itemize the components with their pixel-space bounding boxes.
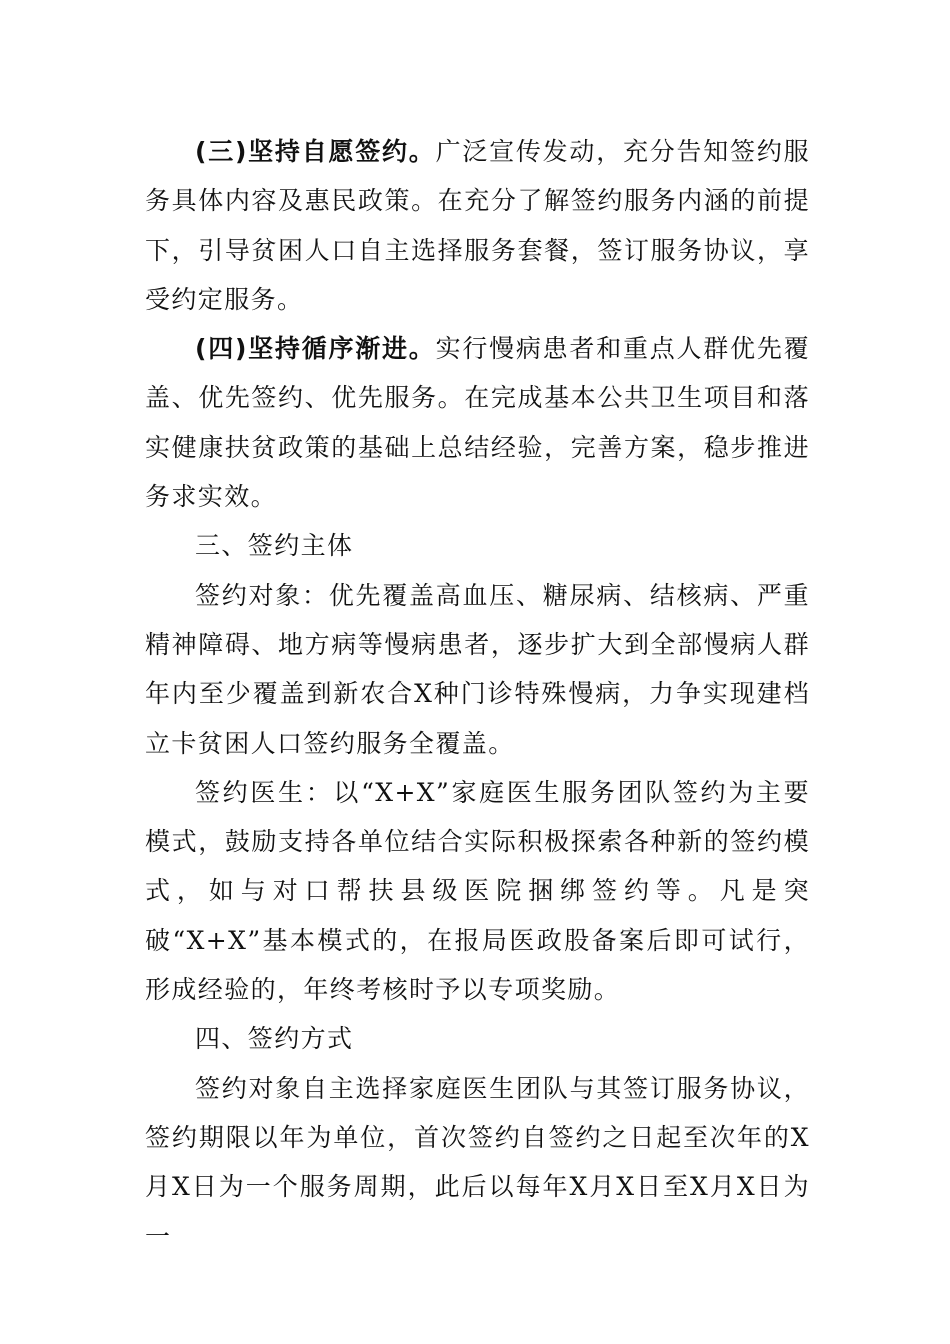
paragraph-text-gradual: 实行慢病患者和重点人群优先覆盖、优先签约、优先服务。在完成基本公共卫生项目和落实健康扶贫政策的基础上总结经验，完善方案，稳步推进务求实效。 <box>145 334 810 512</box>
paragraph-signing-doctors: 签约医生：以“X+X”家庭医生服务团队签约为主要模式，鼓励支持各单位结合实际积极探索各种新的签约模式，如与对口帮扶县级医院捆绑签约等。凡是突破“X+X”基本模式的，在报局医政股备案后即可试行，形成经验的，年终考核时予以专项奖励。 <box>145 777 810 1005</box>
section-heading-signing-method: 四、签约方式 <box>195 1024 354 1054</box>
paragraph-lead-gradual: (四)坚持循序渐进。 <box>195 334 436 364</box>
paragraph-lead-voluntary: (三)坚持自愿签约。 <box>195 137 436 166</box>
paragraph-gradual-progress <box>145 324 810 521</box>
paragraph-voluntary-signing <box>145 127 810 324</box>
section-heading-signing-subject: 三、签约主体 <box>195 531 354 561</box>
paragraph-signing-method: 签约对象自主选择家庭医生团队与其签订服务协议，签约期限以年为单位，首次签约自签约之日起至次年的X月X日为一个服务周期，此后以每年X月X日至X月X日为一 <box>145 1073 810 1251</box>
paragraph-signing-objects: 签约对象：优先覆盖高血压、糖尿病、结核病、严重精神障碍、地方病等慢病患者，逐步扩大到全部慢病人群年内至少覆盖到新农合X种门诊特殊慢病，力争实现建档立卡贫困人口签约服务全覆盖。 <box>145 580 810 758</box>
paragraph-text-voluntary: 广泛宣传发动，充分告知签约服务具体内容及惠民政策。在充分了解签约服务内涵的前提下，引导贫困人口自主选择服务套餐，签订服务协议，享受约定服务。 <box>145 137 810 314</box>
document-body <box>145 127 810 1261</box>
